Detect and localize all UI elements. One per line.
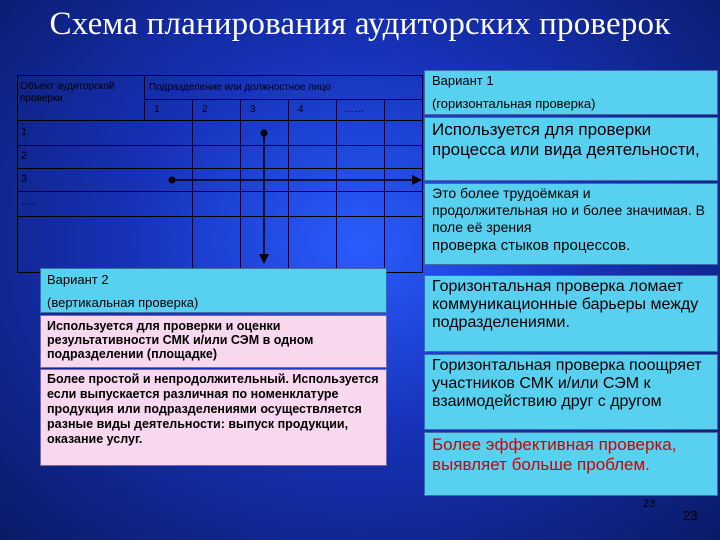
vertical-arrow xyxy=(261,130,268,263)
column-label-1: 1 xyxy=(154,104,160,115)
column-label-3: 3 xyxy=(250,104,256,115)
variant1-harder-text-2: проверка стыков процессов. xyxy=(432,237,631,254)
page-number-inner: 23 xyxy=(643,498,656,510)
variant2-simpler-box: Более простой и непродолжительный. Используется если выпускается различная по номенклатуре продукция или подразделениями осуществляется разные виды деятельности: выпуск продукции, оказание услуг. xyxy=(40,369,387,466)
variant1-subtitle: (горизонтальная проверка) xyxy=(432,96,596,111)
variant2-subtitle: (вертикальная проверка) xyxy=(47,295,199,310)
variant1-harder-text: Это более трудоёмкая и продолжительная но и более значимая. В поле её зрения xyxy=(432,185,705,235)
variant2-header-box xyxy=(40,268,387,313)
variant1-usage-box: Используется для проверки процесса или вида деятельности, xyxy=(424,117,718,181)
variant2-usage-box: Используется для проверки и оценки результативности СМК и/или СЭМ в одном подразделении (площадке) xyxy=(40,315,387,368)
row-label-more: …. xyxy=(21,196,36,208)
variant1-effective-box: Более эффективная проверка, выявляет больше проблем. xyxy=(424,432,718,496)
page-number: 23 xyxy=(683,508,698,523)
variant2-title: Вариант 2 xyxy=(47,272,109,287)
variant1-encourages-box: Горизонтальная проверка поощряет участников СМК и/или СЭМ к взаимодействию друг с другом xyxy=(424,354,718,430)
variant1-breaks-box: Горизонтальная проверка ломает коммуникационные барьеры между подразделениями. xyxy=(424,275,718,352)
slide-title: Схема планирования аудиторских проверок xyxy=(49,6,671,42)
horizontal-arrow xyxy=(169,177,421,184)
object-header: Объект аудиторской проверки xyxy=(20,81,115,104)
column-label-2: 2 xyxy=(202,104,208,115)
variant1-header-box xyxy=(424,70,718,115)
column-label-4: 4 xyxy=(298,104,304,115)
variant1-harder-box xyxy=(424,183,718,265)
row-label-1: 1 xyxy=(21,126,28,138)
row-label-3: 3 xyxy=(21,173,28,185)
division-header: Подразделение или должностное лицо xyxy=(149,82,331,93)
variant1-title: Вариант 1 xyxy=(432,73,494,88)
row-label-2: 2 xyxy=(21,150,28,162)
column-label-more: …… xyxy=(344,104,364,115)
